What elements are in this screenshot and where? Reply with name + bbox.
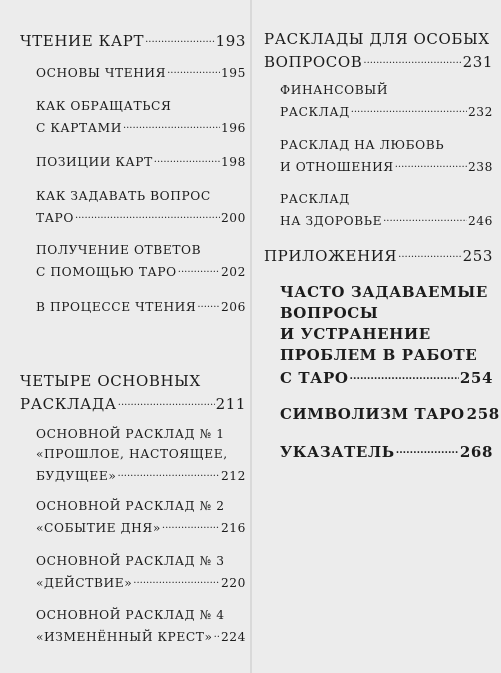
leader-dots bbox=[133, 571, 220, 591]
toc-section-title: ПРОБЛЕМ В РАБОТЕ bbox=[280, 346, 478, 364]
toc-right-column bbox=[254, 0, 501, 673]
toc-section-title: РАСКЛАДА bbox=[20, 395, 117, 413]
toc-item-title: ОСНОВНОЙ РАСКЛАД № 4 bbox=[36, 608, 225, 622]
toc-item-title: РАСКЛАД НА ЛЮБОВЬ bbox=[280, 138, 445, 152]
toc-item-title: С ПОМОЩЬЮ ТАРО bbox=[36, 265, 177, 279]
toc-item-title: ПОЗИЦИИ КАРТ bbox=[36, 155, 153, 169]
toc-item-title: РАСКЛАД bbox=[280, 105, 350, 119]
leader-dots bbox=[398, 244, 461, 265]
toc-page-number: 268 bbox=[459, 443, 493, 461]
toc-page-number: 254 bbox=[459, 369, 493, 387]
toc-page-number: 206 bbox=[220, 300, 246, 314]
toc-section-appendices bbox=[264, 244, 493, 267]
toc-item-asking-question bbox=[36, 186, 246, 228]
toc-item-title: «ПРОШЛОЕ, НАСТОЯЩЕЕ, bbox=[36, 447, 228, 461]
toc-section-reading-cards bbox=[20, 29, 246, 52]
toc-item-title: В ПРОЦЕССЕ ЧТЕНИЯ bbox=[36, 300, 197, 314]
toc-section-title: СИМВОЛИЗМ ТАРО bbox=[280, 405, 465, 423]
toc-page-number: 216 bbox=[220, 521, 246, 535]
leader-dots bbox=[350, 366, 459, 387]
toc-page-number: 212 bbox=[220, 469, 246, 483]
toc-section-title: РАСКЛАДЫ ДЛЯ ОСОБЫХ bbox=[264, 30, 490, 48]
toc-section-title: ЧАСТО ЗАДАВАЕМЫЕ bbox=[280, 283, 488, 301]
toc-section-index bbox=[280, 440, 493, 463]
toc-item-title: ОСНОВЫ ЧТЕНИЯ bbox=[36, 66, 167, 80]
toc-page-number: 238 bbox=[467, 160, 493, 174]
leader-dots bbox=[197, 295, 220, 315]
leader-dots bbox=[214, 625, 220, 645]
toc-item-title: ФИНАНСОВЫЙ bbox=[280, 83, 389, 97]
toc-item-love-spread bbox=[280, 135, 493, 177]
toc-section-title: ВОПРОСОВ bbox=[264, 53, 363, 71]
toc-item-health-spread bbox=[280, 189, 493, 231]
toc-item-card-positions bbox=[36, 150, 246, 172]
leader-dots bbox=[117, 464, 220, 484]
toc-item-title: ПОЛУЧЕНИЕ ОТВЕТОВ bbox=[36, 243, 202, 257]
toc-section-title: ЧТЕНИЕ КАРТ bbox=[20, 32, 145, 50]
leader-dots bbox=[162, 516, 220, 536]
toc-item-title: РАСКЛАД bbox=[280, 192, 350, 206]
leader-dots bbox=[154, 150, 220, 170]
toc-item-title: «ИЗМЕНЁННЫЙ КРЕСТ» bbox=[36, 630, 213, 644]
toc-section-four-spreads bbox=[20, 371, 246, 415]
toc-item-title: ОСНОВНОЙ РАСКЛАД № 1 bbox=[36, 427, 225, 441]
toc-page-number: 200 bbox=[220, 211, 246, 225]
leader-dots bbox=[396, 440, 459, 461]
toc-page-number: 231 bbox=[462, 53, 493, 71]
toc-item-financial-spread bbox=[280, 80, 493, 122]
toc-left-column bbox=[0, 0, 246, 673]
leader-dots bbox=[123, 116, 220, 136]
leader-dots bbox=[118, 392, 215, 413]
toc-section-title: С ТАРО bbox=[280, 369, 349, 387]
toc-page-number: 224 bbox=[220, 630, 246, 644]
toc-section-title: ВОПРОСЫ bbox=[280, 304, 379, 322]
toc-page-number: 198 bbox=[220, 155, 246, 169]
toc-page-number: 246 bbox=[467, 214, 493, 228]
toc-item-title: БУДУЩЕЕ» bbox=[36, 469, 117, 483]
toc-item-handling-cards bbox=[36, 96, 246, 138]
toc-page-number: 258 bbox=[466, 405, 500, 423]
toc-section-title: И УСТРАНЕНИЕ bbox=[280, 325, 431, 343]
toc-item-title: ОСНОВНОЙ РАСКЛАД № 3 bbox=[36, 554, 225, 568]
toc-section-title: УКАЗАТЕЛЬ bbox=[280, 443, 395, 461]
leader-dots bbox=[383, 209, 467, 229]
leader-dots bbox=[178, 260, 220, 280]
toc-section-title: ЧЕТЫРЕ ОСНОВНЫХ bbox=[20, 372, 201, 390]
toc-page-number: 193 bbox=[215, 32, 246, 50]
toc-item-spread-2 bbox=[36, 496, 246, 538]
leader-dots bbox=[363, 50, 461, 71]
toc-item-spread-4 bbox=[36, 605, 246, 647]
toc-page-number: 232 bbox=[467, 105, 493, 119]
toc-page-number: 195 bbox=[220, 66, 246, 80]
toc-item-during-reading bbox=[36, 295, 246, 317]
leader-dots bbox=[167, 61, 220, 81]
toc-section-symbolism bbox=[280, 402, 500, 425]
leader-dots bbox=[395, 155, 467, 175]
toc-item-title: С КАРТАМИ bbox=[36, 121, 122, 135]
toc-section-title: ПРИЛОЖЕНИЯ bbox=[264, 247, 398, 265]
toc-item-title: «ДЕЙСТВИЕ» bbox=[36, 576, 133, 590]
column-divider bbox=[250, 0, 252, 673]
toc-item-title: ТАРО bbox=[36, 211, 74, 225]
toc-item-title: «СОБЫТИЕ ДНЯ» bbox=[36, 521, 161, 535]
toc-item-title: КАК ЗАДАВАТЬ ВОПРОС bbox=[36, 189, 211, 203]
toc-page-number: 196 bbox=[220, 121, 246, 135]
toc-page-number: 211 bbox=[215, 395, 246, 413]
toc-item-getting-answers bbox=[36, 240, 246, 282]
leader-dots bbox=[75, 206, 220, 226]
toc-item-reading-basics bbox=[36, 61, 246, 83]
leader-dots bbox=[145, 29, 214, 50]
leader-dots bbox=[351, 100, 467, 120]
toc-page-number: 253 bbox=[462, 247, 493, 265]
toc-item-title: КАК ОБРАЩАТЬСЯ bbox=[36, 99, 172, 113]
toc-item-spread-1 bbox=[36, 424, 246, 486]
toc-item-title: ОСНОВНОЙ РАСКЛАД № 2 bbox=[36, 499, 225, 513]
toc-section-special-spreads bbox=[264, 29, 493, 73]
toc-item-title: НА ЗДОРОВЬЕ bbox=[280, 214, 383, 228]
toc-page-number: 220 bbox=[220, 576, 246, 590]
toc-section-faq bbox=[280, 282, 493, 389]
toc-item-spread-3 bbox=[36, 551, 246, 593]
toc-page-number: 202 bbox=[220, 265, 246, 279]
toc-item-title: И ОТНОШЕНИЯ bbox=[280, 160, 394, 174]
